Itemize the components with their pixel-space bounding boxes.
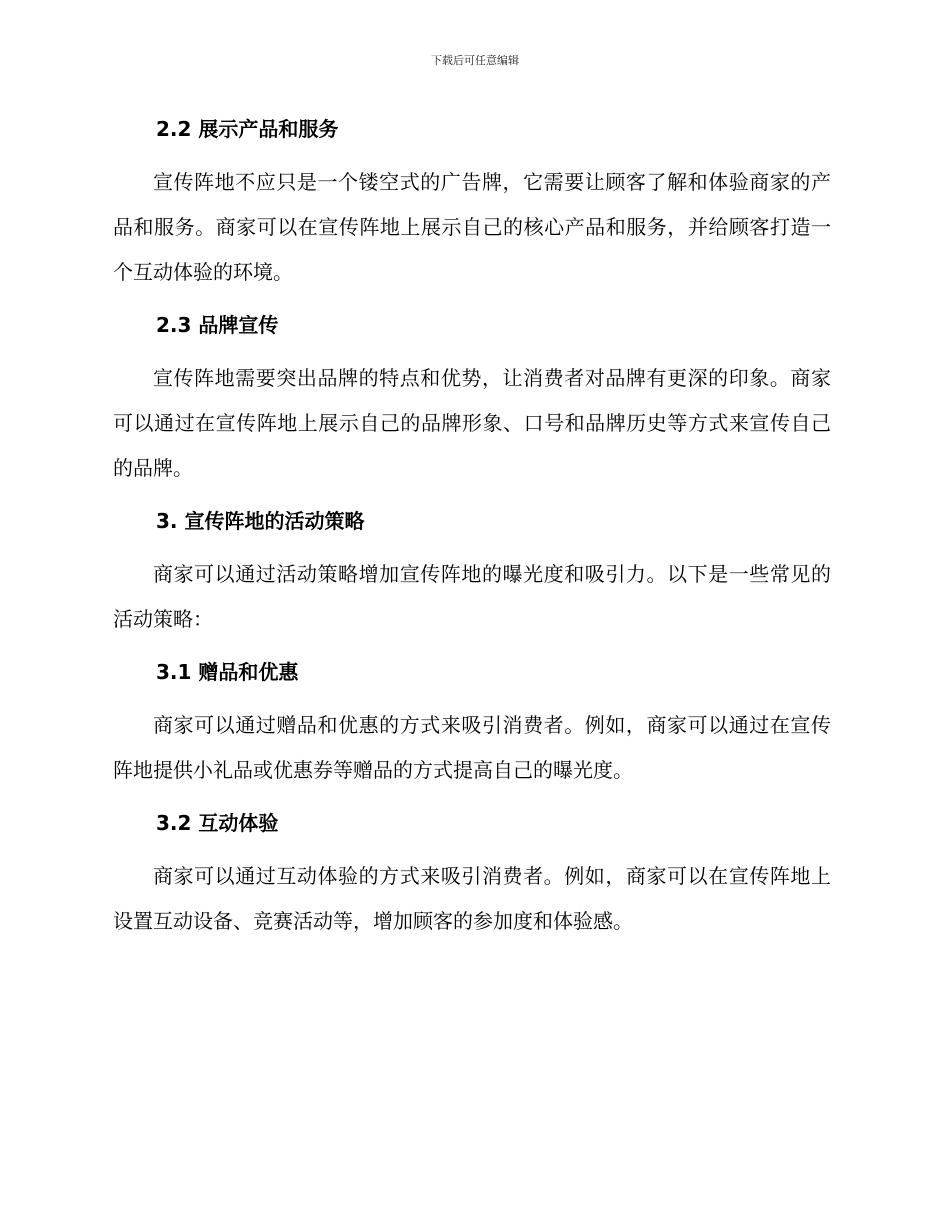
- section-paragraph-3: 商家可以通过活动策略增加宣传阵地的曝光度和吸引力。以下是一些常见的活动策略：: [113, 562, 831, 631]
- section-heading-3-1: 3.1 赠品和优惠: [156, 660, 299, 684]
- section-heading-2-3: 2.3 品牌宣传: [156, 313, 279, 337]
- page-header: 下载后可任意编辑: [431, 54, 519, 67]
- section-paragraph-3-1: 商家可以通过赠品和优惠的方式来吸引消费者。例如，商家可以通过在宣传阵地提供小礼品或优惠券等赠品的方式提高自己的曝光度。: [113, 713, 831, 782]
- section-paragraph-2-2: 宣传阵地不应只是一个镂空式的广告牌，它需要让顾客了解和体验商家的产品和服务。商家可以在宣传阵地上展示自己的核心产品和服务，并给顾客打造一个互动体验的环境。: [113, 170, 831, 284]
- section-heading-2-2: 2.2 展示产品和服务: [156, 117, 339, 141]
- section-paragraph-3-2: 商家可以通过互动体验的方式来吸引消费者。例如，商家可以在宣传阵地上设置互动设备、竞赛活动等，增加顾客的参加度和体验感。: [113, 864, 831, 933]
- document-body: [113, 111, 831, 944]
- section-paragraph-2-3: 宣传阵地需要突出品牌的特点和优势，让消费者对品牌有更深的印象。商家可以通过在宣传阵地上展示自己的品牌形象、口号和品牌历史等方式来宣传自己的品牌。: [113, 366, 831, 480]
- section-heading-3: 3. 宣传阵地的活动策略: [156, 509, 365, 533]
- section-heading-3-2: 3.2 互动体验: [156, 811, 279, 835]
